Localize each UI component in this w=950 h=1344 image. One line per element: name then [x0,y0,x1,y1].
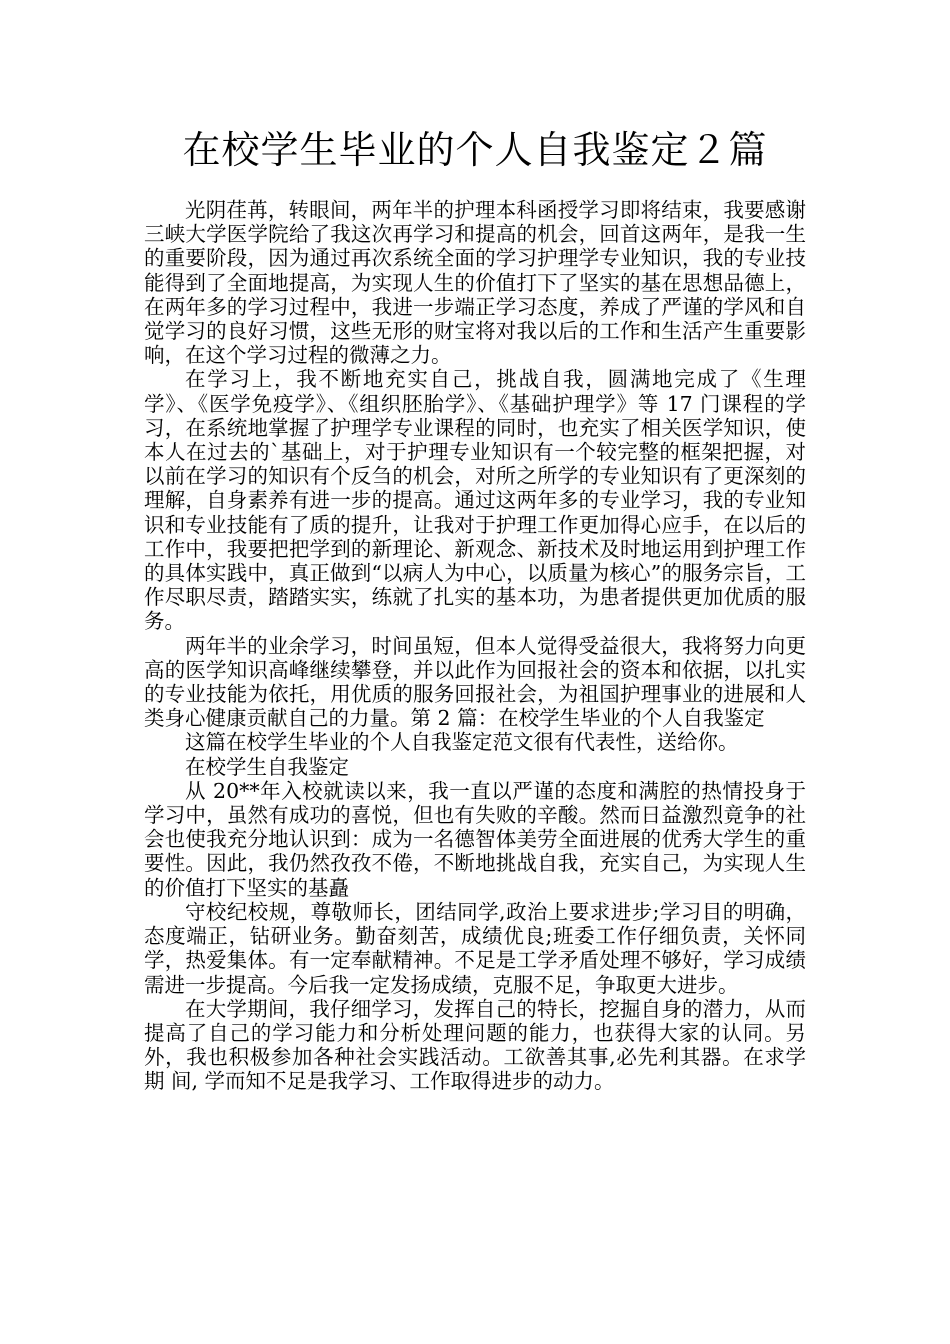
paragraph-1: 光阴荏苒，转眼间，两年半的护理本科函授学习即将结束，我要感谢三峡大学医学院给了我这次再学习和提高的机会，回首这两年，是我一生的重要阶段，因为通过再次系统全面的学习护理学专业知识，我的专业技能得到了全面地提高，为实现人生的价值打下了坚实的基在思想品德上，在两年多的学习过程中，我进一步端正学习态度，养成了严谨的学风和自觉学习的良好习惯，这些无形的财宝将对我以后的工作和生活产生重要影响，在这个学习过程的微薄之力。 [144,198,806,368]
paragraph-4: 这篇在校学生毕业的个人自我鉴定范文很有代表性，送给你。 [185,730,739,755]
paragraph-2: 在学习上，我不断地充实自己，挑战自我，圆满地完成了《生理学》、《医学免疫学》、《组织胚胎学》、《基础护理学》等 17 门课程的学习，在系统地掌握了护理学专业课程的同时，也充实了相关医学知识，使本人在过去的`基础上，对于护理专业知识有一个较完整的框架把握，对以前在学习的知识有个反刍的机会，对所之所学的专业知识有了更深刻的理解，自身素养有进一步的提高。通过这两年多的专业学习，我的专业知识和专业技能有了质的提升，让我对于护理工作更加得心应手，在以后的工作中，我要把把学到的新理论、新观念、新技术及时地运用到护理工作的具体实践中，真正做到“以病人为中心，以质量为核心”的服务宗旨，工作尽职尽责，踏踏实实，练就了扎实的基本功，为患者提供更加优质的服务。 [144,367,806,634]
paragraph-5: 在校学生自我鉴定 [185,754,349,779]
paragraph-3: 两年半的业余学习，时间虽短，但本人觉得受益很大，我将努力向更高的医学知识高峰继续攀登，并以此作为回报社会的资本和依据，以扎实的专业技能为依托，用优质的服务回报社会，为祖国护理事业的进展和人类身心健康贡献自己的力量。第 2 篇：在校学生毕业的个人自我鉴定 [144,633,806,731]
paragraph-7: 守校纪校规，尊敬师长，团结同学,政治上要求进步;学习目的明确，态度端正，钻研业务。勤奋刻苦，成绩优良;班委工作仔细负责，关怀同学，热爱集体。有一定奉献精神。不足是工学矛盾处理不够好，学习成绩需进一步提高。今后我一定发扬成绩，克服不足，争取更大进步。 [144,899,806,997]
paragraph-8: 在大学期间，我仔细学习，发挥自己的特长，挖掘自身的潜力，从而提高了自己的学习能力和分析处理问题的能力，也获得大家的认同。另外，我也积极参加各种社会实践活动。工欲善其事,必先利其器。在求学期 间, 学而知不足是我学习、工作取得进步的动力。 [144,996,806,1094]
paragraph-6: 从 20**年入校就读以来，我一直以严谨的态度和满腔的热情投身于学习中，虽然有成功的喜悦，但也有失败的辛酸。然而日益激烈竟争的社会也使我充分地认识到：成为一名德智体美劳全面进展的优秀大学生的重要性。因此，我仍然孜孜不倦，不断地挑战自我，充实自己，为实现人生的价值打下坚实的基矗 [144,778,806,900]
document-body [144,198,806,1094]
document-title: 在校学生毕业的个人自我鉴定２篇 [182,128,768,172]
